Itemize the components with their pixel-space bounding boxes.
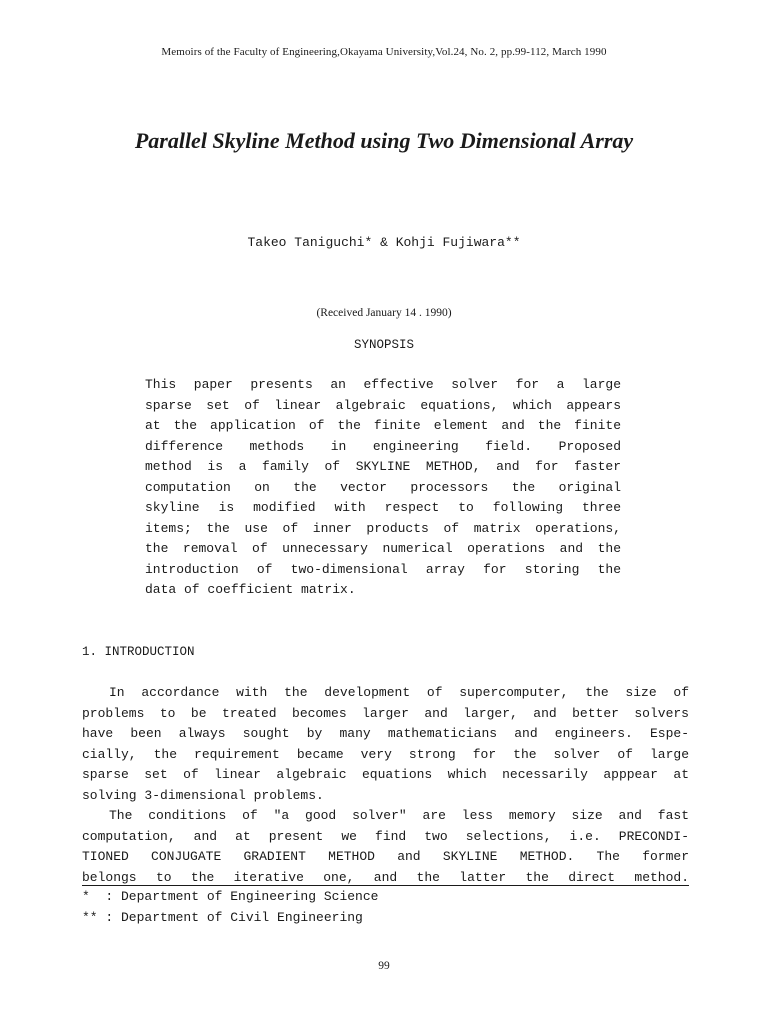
journal-citation-header: Memoirs of the Faculty of Engineering,Okayama University,Vol.24, No. 2, pp.99-112, March 1990 [161, 46, 607, 58]
synopsis-line: items; the use of inner products of matrix operations, [145, 520, 621, 536]
footnote-divider [82, 885, 689, 886]
synopsis-line: sparse set of linear algebraic equations, which appears [145, 397, 621, 413]
synopsis-line: computation on the vector processors the original [145, 479, 621, 495]
body-line: TIONED CONJUGATE GRADIENT METHOD and SKYLINE METHOD. The former [82, 849, 689, 864]
footnotes [82, 887, 689, 928]
body-line: belongs to the iterative one, and the latter the direct method. [82, 869, 689, 885]
body-line: have been always sought by many mathematicians and engineers. Espe- [82, 726, 689, 741]
synopsis-line: the removal of unnecessary numerical operations and the [145, 541, 621, 556]
synopsis-heading: SYNOPSIS [353, 338, 414, 352]
synopsis-line: skyline is modified with respect to following three [145, 500, 621, 515]
footnote-affiliation-2: ** : Department of Civil Engineering [82, 909, 363, 925]
synopsis-line: method is a family of SKYLINE METHOD, and for faster [145, 459, 621, 474]
synopsis-line: data of coefficient matrix. [145, 582, 356, 597]
paper-title: Parallel Skyline Method using Two Dimensional Array [134, 128, 634, 153]
author-line: Takeo Taniguchi* & Kohji Fujiwara** [247, 235, 521, 250]
body-line: problems to be treated becomes larger and larger, and better solvers [82, 705, 689, 721]
synopsis-line: at the application of the finite element and the finite [145, 418, 621, 433]
synopsis-body [145, 375, 621, 601]
page-number: 99 [378, 960, 390, 972]
footnote-affiliation-1: * : Department of Engineering Science [82, 889, 379, 904]
synopsis-line: introduction of two-dimensional array for storing the [145, 561, 621, 577]
body-line: cially, the requirement became very strong for the solver of large [82, 746, 689, 762]
body-line: solving 3-dimensional problems. [82, 787, 324, 803]
body-line: computation, and at present we find two selections, i.e. PRECONDI- [82, 828, 689, 844]
received-date: (Received January 14 . 1990) [316, 307, 452, 319]
section-heading-introduction: 1. INTRODUCTION [82, 645, 195, 659]
synopsis-line: difference methods in engineering field. Proposed [145, 438, 621, 454]
introduction-body [82, 683, 689, 888]
body-line: In accordance with the development of supercomputer, the size of [109, 685, 689, 700]
body-line: The conditions of "a good solver" are less memory size and fast [109, 808, 689, 823]
synopsis-line: This paper presents an effective solver for a large [145, 377, 621, 392]
body-line: sparse set of linear algebraic equations which necessarily apppear at [82, 767, 689, 782]
